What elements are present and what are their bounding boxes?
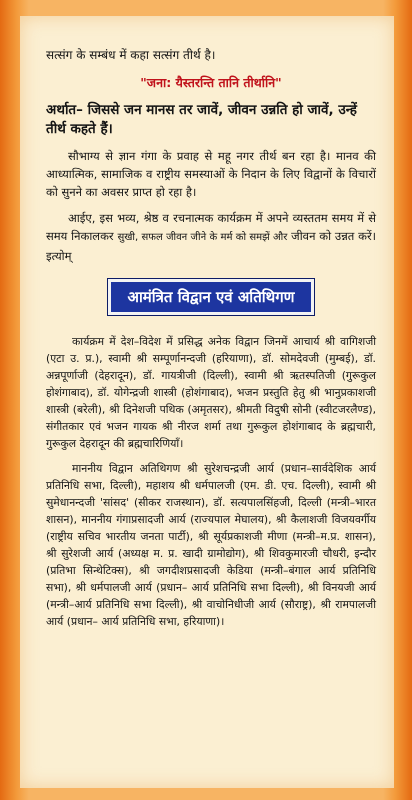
sanskrit-quote: "जना: यैस्तरन्ति तानि तीर्थानि" [140,75,282,90]
invitation-paragraph [46,209,376,265]
fortune-paragraph: सौभाग्य से ज्ञान गंगा के प्रवाह से महू नगर तीर्थ बन रहा है। मानव की आध्यात्मिक, सामाजिक व राष्ट्रीय समस्याओं के निदान के लिए विद्वानों के विचारों को सुनने का अवसर प्राप्त हो रहा है। [46,149,376,199]
section-banner: आमंत्रित विद्वान एवं अतिथिगण [108,279,313,315]
intro-line: सत्संग के सम्बंध में कहा सत्संग तीर्थ है। [46,48,216,62]
invitation-main: आईए, इस भव्य, श्रेष्ठ व रचनात्मक कार्यक्रम में अपने व्यस्ततम समय में से समय निकालकर [46,211,376,243]
scholars-paragraph: कार्यक्रम में देश–विदेश में प्रसिद्ध अनेक विद्वान जिनमें आचार्य श्री वागिशजी (एटा उ. प्र.), स्वामी श्री सम्पूर्णानन्दजी (हरियाणा), डॉ. सोमदेवजी (मुम्बई), डॉ. अन्नपूर्णाजी (देहरादून), डॉ. गायत्रीजी (दिल्ली), स्वामी श्री ऋतस्पतिजी (गुरूकुल होशंगाबाद), डॉ. योगेन्द्रजी शास्त्री (होशंगाबाद), भजन प्रस्तुति हेतु श्री भानुप्रकाशजी शास्त्री (बरेली), श्री दिनेशजी पथिक (अमृतसर), श्रीमती विदुषी सोनी (स्वीटजरलैण्ड), संगीतकार एवं भजन गायक श्री नीरज शर्मा तथा गुरूकुल होशंगाबाद के ब्रह्मचारी, गुरूकुल देहरादून की ब्रह्मचारिणियॉं। [46,335,376,450]
invitation-end: जीवन को उन्नत करें। इत्योम् [46,229,377,263]
invitation-small-text: सुखी, सफल जीवन जीने के मर्म को समझें और [117,232,288,243]
guests-paragraph: माननीय विद्वान अतिथिगण श्री सुरेशचन्द्रजी आर्य (प्रधान–सार्वदेशिक आर्य प्रतिनिधि सभा, दिल्ली), महाशय श्री धर्मपालजी (एम. डी. एच. दिल्ली), स्वामी श्री सुमेधानन्दजी 'सांसद' (सीकर राजस्थान), डॉ. सत्यपालसिंहजी, दिल्ली (मन्त्री–भारत शासन), माननीय गंगाप्रसादजी आर्य (राज्यपाल मेघालय), श्री कैलाशजी विजयवर्गीय (राष्ट्रीय सचिव भारतीय जनता पार्टी), श्री सूर्यप्रकाशजी मीणा (मन्त्री–म.प्र. शासन), श्री सुरेशजी आर्य (अध्यक्ष म. प्र. खादी ग्रामोद्योग), श्री शिवकुमारजी चौधरी, इन्दौर (प्रतिभा सिन्थेटिक्स), श्री जगदीशप्रसादजी केडिया (मन्त्री–बंगाल आर्य प्रतिनिधि सभा), श्री धर्मपालजी आर्य (प्रधान– आर्य प्रतिनिधि सभा दिल्ली), श्री विनयजी आर्य (मन्त्री–आर्य प्रतिनिधि सभा दिल्ली), श्री वाचोनिधीजी आर्य (सौराष्ट्र), श्री रामपालजी आर्य (प्रधान– आर्य प्रतिनिधि सभा, हरियाणा)। [46,462,376,628]
meaning-text: अर्थात– जिससे जन मानस तर जावें, जीवन उन्नति हो जावें, उन्हें तीर्थ कहते हैं। [46,102,357,137]
flyer-content [46,46,376,630]
banner-wrap [46,279,376,315]
